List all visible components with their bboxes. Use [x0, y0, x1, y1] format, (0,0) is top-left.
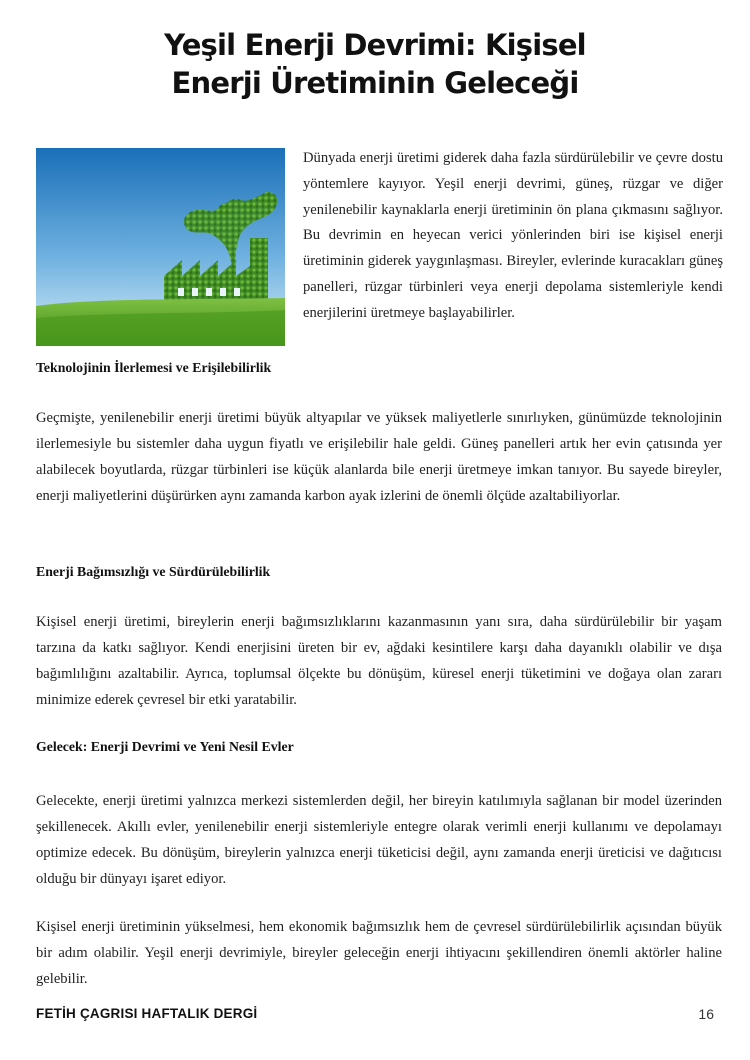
article-title	[0, 26, 750, 102]
intro-paragraph: Dünyada enerji üretimi giderek daha fazla sürdürülebilir ve çevre dostu yöntemlere kayıyor. Yeşil enerji devrimi, güneş, rüzgar ve diğer yenilenebilir kaynaklarla enerji üretiminin ön plana çıkmasını sağlıyor. Bu devrimin en heyecan verici yönlerinden biri ise kişisel enerji üretiminin giderek yaygınlaşması. Bireyler, evlerinde kuracakları güneş panelleri, rüzgar türbinleri veya enerji depolama sistemleriyle kendi enerjilerini üretmeye başlayabilirler.	[303, 150, 723, 321]
page-number: 16	[698, 1006, 714, 1022]
title-line-1: Yeşil Enerji Devrimi: Kişisel	[164, 28, 586, 62]
green-factory-image	[36, 148, 285, 346]
section-heading-future: Gelecek: Enerji Devrimi ve Yeni Nesil Evler	[36, 739, 294, 754]
section-paragraph: Kişisel enerji üretiminin yükselmesi, hem ekonomik bağımsızlık hem de çevresel sürdürülebilirlik açısından büyük bir adım olabilir. Yeşil enerji devrimiyle, bireyler geleceğin enerji ihtiyacını şekillendiren önemli aktörler haline gelebilir.	[36, 919, 722, 987]
section-paragraph: Gelecekte, enerji üretimi yalnızca merkezi sistemlerden değil, her bireyin katılımıyla sağlanan bir model üzerinden şekillenecek. Akıllı evler, yenilenebilir enerji sistemleriyle entegre olarak verimli enerji kullanımı ve depolamayı optimize edecek. Bu dönüşüm, bireylerin yalnızca enerji tüketicisi değil, aynı zamanda enerji üreticisi ve dağıtıcısı olduğu bir dünyayı işaret ediyor.	[36, 793, 722, 887]
magazine-name: FETİH ÇAGRISI HAFTALIK DERGİ	[36, 1006, 258, 1021]
section-paragraph: Geçmişte, yenilenebilir enerji üretimi büyük altyapılar ve yüksek maliyetlerle sınırlıyken, günümüzde teknolojinin ilerlemesiyle bu sistemler daha uygun fiyatlı ve erişilebilir hale geldi. Güneş panelleri artık her evin çatısında yer alabilecek boyutlarda, rüzgar türbinleri ise küçük alanlarda bile enerji üretmeye imkan tanıyor. Bu sayede bireyler, enerji maliyetlerini düşürürken aynı zamanda karbon ayak izlerini de önemli ölçüde azaltabiliyorlar.	[36, 410, 722, 504]
section-heading-independence: Enerji Bağımsızlığı ve Sürdürülebilirlik	[36, 564, 271, 579]
green-factory-illustration	[36, 148, 285, 346]
title-line-2: Enerji Üretiminin Geleceği	[171, 66, 579, 100]
section-paragraph: Kişisel enerji üretimi, bireylerin enerji bağımsızlıklarını kazanmasının yanı sıra, daha sürdürülebilir bir yaşam tarzına da katkı sağlıyor. Kendi enerjisini üreten bir ev, ağdaki kesintilere karşı daha dayanıklı olabilir ve dışa bağımlılığını azaltabilir. Ayrıca, toplumsal ölçekte bu dönüşüm, küresel enerji tüketimini ve doğaya olan zararı minimize ederek çevresel bir etki yaratabilir.	[36, 614, 722, 708]
section-heading-technology: Teknolojinin İlerlemesi ve Erişilebilirlik	[36, 360, 272, 375]
